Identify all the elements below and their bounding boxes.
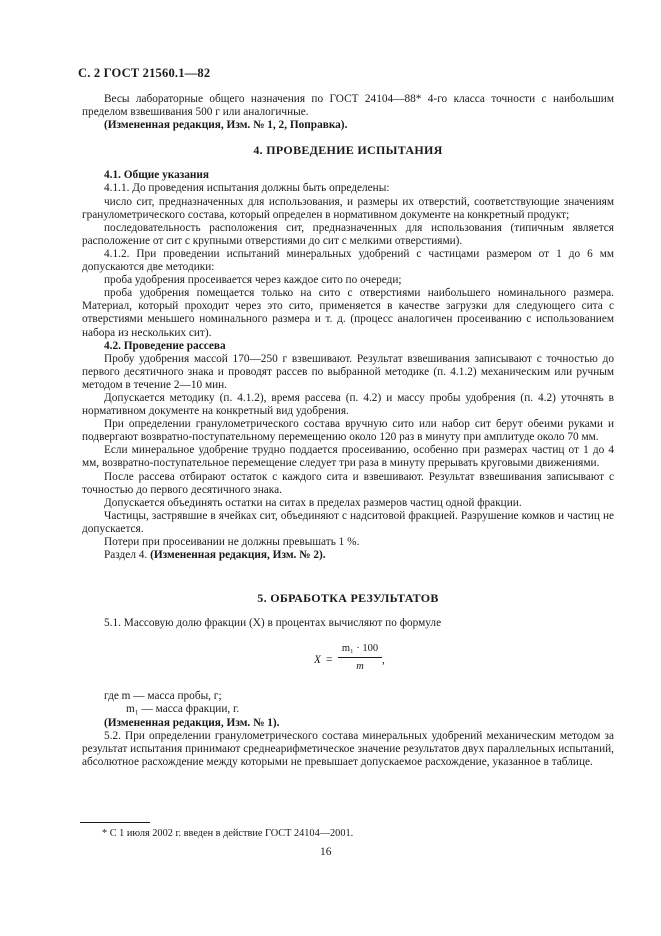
footnote-divider	[80, 822, 150, 823]
formula-denominator: m	[356, 661, 364, 673]
clause-4-1-1-item-a: число сит, предназначенных для использования, и размеры их отверстий, соответствующие значениям гранулометрического состава, который определен в нормативном документе на конкретный продукт;	[82, 195, 614, 221]
clause-4-2-para-b: Допускается методику (п. 4.1.2), время рассева (п. 4.2) и массу пробы удобрения (п. 4.2) уточнять в нормативном документе на конкретный вид удобрения.	[82, 391, 614, 418]
section-5-title: 5. ОБРАБОТКА РЕЗУЛЬТАТОВ	[257, 591, 439, 606]
clause-4-1-1-item-b: последовательность расположения сит, предназначенных для использования (типичным является расположение от сит с крупными отверстиями до сит с мелкими отверстиями).	[82, 221, 614, 247]
clause-4-2-para-f: Допускается объединять остатки на ситах в пределах размеров частиц одной фракции.	[104, 496, 522, 509]
formula-where-m1: m₁ — масса фракции, г.	[126, 703, 240, 716]
subsection-4-2-title: 4.2. Проведение рассева	[104, 339, 226, 352]
clause-4-1-2-item-a: проба удобрения просеивается через каждое сито по очереди;	[104, 274, 402, 287]
clause-4-2-para-h: Потери при просеивании не должны превышать 1 %.	[104, 536, 360, 548]
clause-4-2-para-a: Пробу удобрения массой 170—250 г взвешивают. Результат взвешивания записывают с точностью до первого десятичного знака и проводят рассев по выбранной методике (п. 4.1.2) механическим или ручным методом в течение 2—10 мин.	[82, 352, 614, 391]
formula-equals: =	[326, 654, 333, 667]
clause-5-2: 5.2. При определении гранулометрического состава минеральных удобрений механическим методом за результат испытания принимают среднеарифметическое значение результатов двух параллельных испытаний, абсолютное расхождение между которыми не превышает допускаемое расхождение, указанное в таблице.	[82, 729, 614, 768]
page-number: 16	[320, 846, 332, 858]
clause-4-1-2-item-b: проба удобрения помещается только на сито с отверстиями наибольшего номинального размера. Материал, который проходит через это сито, применяется в качестве загрузки для следующего сита с отверстиями меньшего номинального размера и т. д. (процесс аналогичен просеиванию с использованием набора из нескольких сит).	[82, 287, 614, 339]
formula-where-m: где m — масса пробы, г;	[104, 690, 222, 703]
clause-4-2-para-g: Частицы, застрявшие в ячейках сит, объединяют с надситовой фракцией. Разрушение комков и частиц не допускается.	[82, 509, 614, 535]
formula-lhs: X	[314, 654, 321, 667]
clause-4-1-2: 4.1.2. При проведении испытаний минеральных удобрений с частицами размером от 1 до 6 мм допускаются две методики:	[82, 247, 614, 274]
formula-numerator: m₁ · 100	[338, 642, 382, 658]
clause-4-2-para-d: Если минеральное удобрение трудно поддается просеиванию, особенно при размерах частиц от 1 до 4 мм, возвратно-поступательное перемещение следует три раза в минуту прерывать круговыми движениями.	[82, 444, 614, 470]
section-4-revision	[82, 549, 614, 562]
clause-4-1-1: 4.1.1. До проведения испытания должны быть определены:	[104, 182, 390, 195]
fraction-formula	[82, 640, 614, 686]
clause-5-1: 5.1. Массовую долю фракции (X) в процентах вычисляют по формуле	[104, 617, 442, 630]
clause-4-2-para-e: После рассева отбирают остаток с каждого сита и взвешивают. Результат взвешивания записывают с точностью до первого десятичного знака.	[82, 470, 614, 496]
formula-fraction	[338, 642, 382, 673]
subsection-4-1-title: 4.1. Общие указания	[104, 169, 210, 182]
page-header: С. 2 ГОСТ 21560.1—82	[78, 66, 211, 80]
scales-paragraph: Весы лабораторные общего назначения по ГОСТ 24104—88* 4-го класса точности с наибольшим пределом взвешивания 500 г или аналогичные.	[82, 93, 614, 119]
footnote: * С 1 июля 2002 г. введен в действие ГОСТ 24104—2001.	[102, 828, 354, 839]
section-5-revision: (Измененная редакция, Изм. № 1).	[104, 716, 280, 729]
document-body	[82, 93, 614, 769]
section-4-title: 4. ПРОВЕДЕНИЕ ИСПЫТАНИЯ	[253, 143, 443, 158]
section-4-revision-note: (Измененная редакция, Изм. № 2).	[150, 549, 326, 562]
clause-4-2-para-c: При определении гранулометрического состава вручную сито или набор сит берут обеими руками и подвергают возвратно-поступательному перемещению около 120 раз в минуту при амплитуде около 70 мм.	[82, 418, 614, 444]
section-4-revision-prefix: Раздел 4.	[104, 549, 148, 562]
formula-comma: ,	[382, 654, 385, 667]
revision-note: (Измененная редакция, Изм. № 1, 2, Поправка).	[104, 119, 348, 132]
